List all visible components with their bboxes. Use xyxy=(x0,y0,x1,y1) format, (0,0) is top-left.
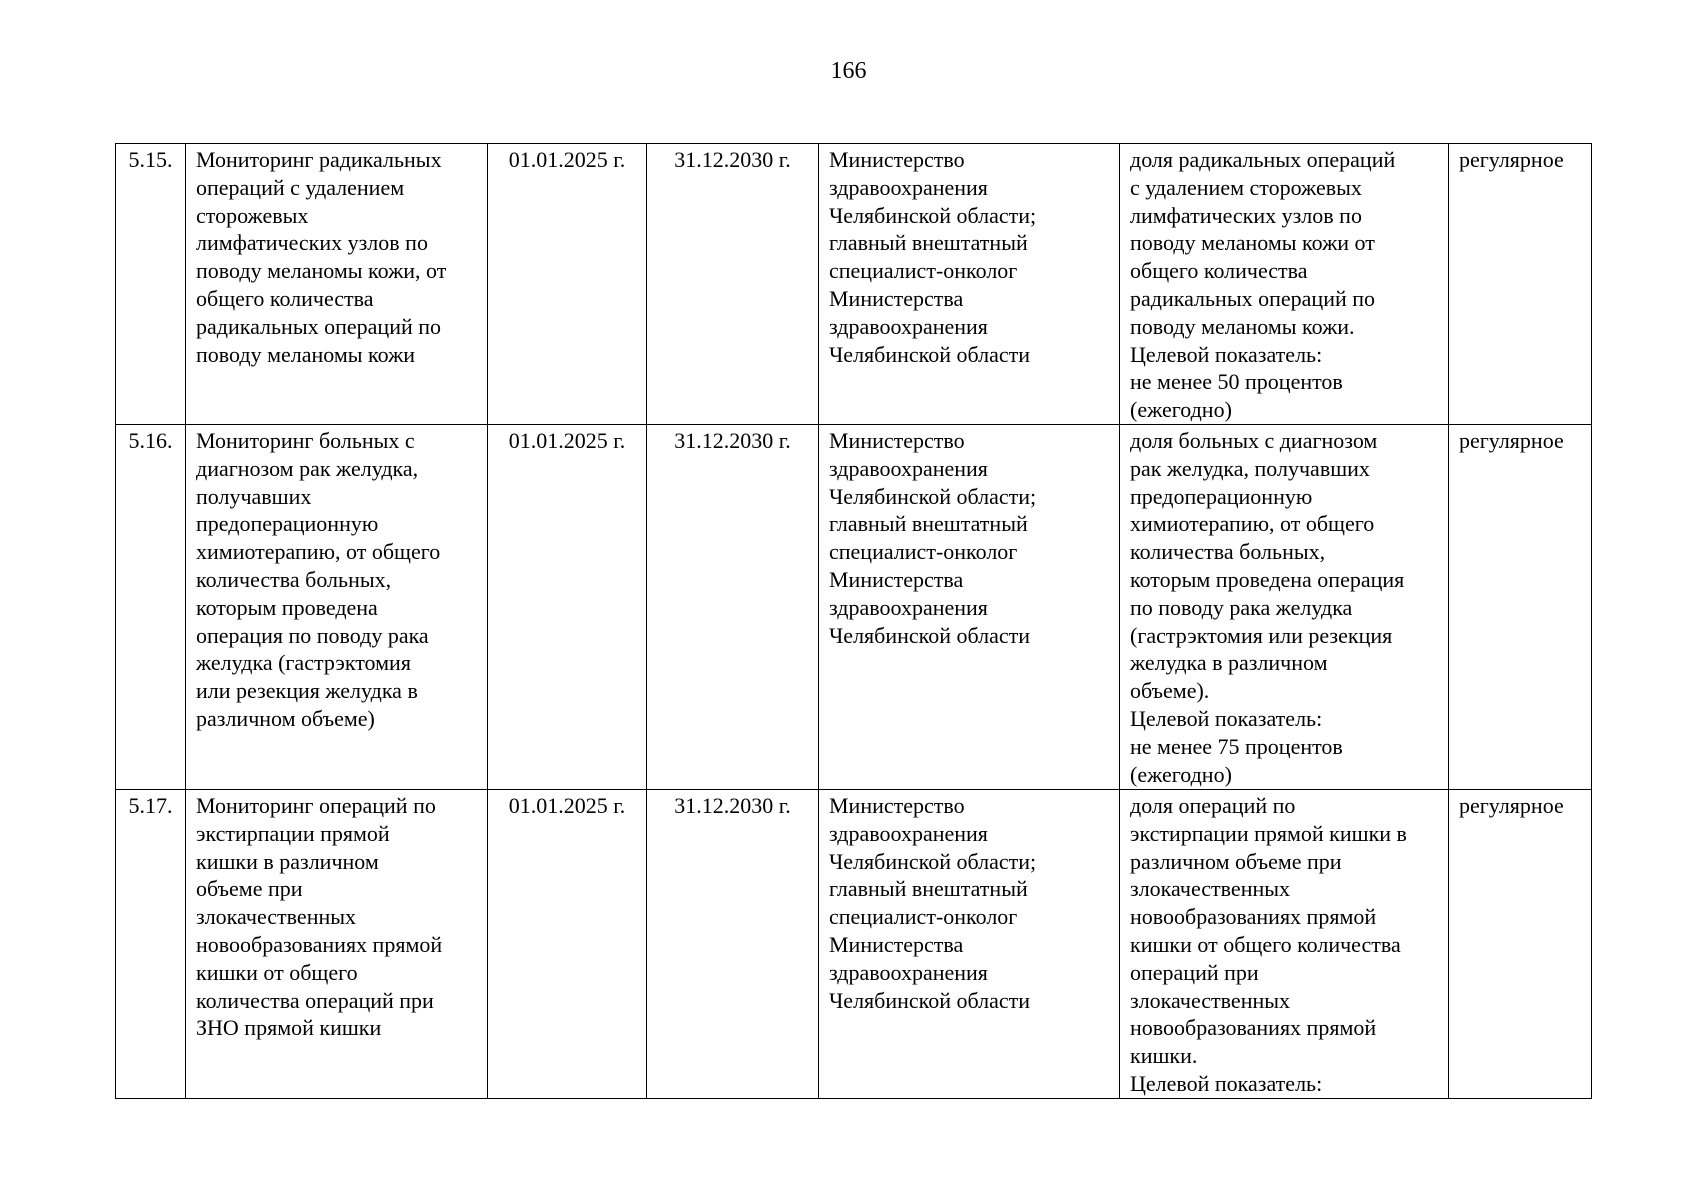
periodicity-cell: регулярное xyxy=(1449,424,1592,789)
responsible-cell: Министерство здравоохранения Челябинской области; главный внештатный специалист-онколог Министерства здравоохранения Челябинской области xyxy=(819,144,1120,425)
row-number-cell: 5.15. xyxy=(116,144,186,425)
end-date-cell: 31.12.2030 г. xyxy=(647,789,819,1098)
responsible-cell: Министерство здравоохранения Челябинской области; главный внештатный специалист-онколог Министерства здравоохранения Челябинской области xyxy=(819,424,1120,789)
event-cell: Мониторинг больных с диагнозом рак желудка, получавших предоперационную химиотерапию, от общего количества больных, которым проведена операция по поводу рака желудка (гастрэктомия или резекция желудка в различном объеме) xyxy=(186,424,488,789)
indicator-cell: доля операций по экстирпации прямой кишки в различном объеме при злокачественных новообразованиях прямой кишки от общего количества операций при злокачественных новообразованиях прямой кишки. Целевой показатель: xyxy=(1120,789,1449,1098)
table-row xyxy=(116,789,1592,1098)
start-date-cell: 01.01.2025 г. xyxy=(488,144,647,425)
row-number-cell: 5.17. xyxy=(116,789,186,1098)
periodicity-cell: регулярное xyxy=(1449,789,1592,1098)
start-date-cell: 01.01.2025 г. xyxy=(488,424,647,789)
event-cell: Мониторинг операций по экстирпации прямой кишки в различном объеме при злокачественных новообразованиях прямой кишки от общего количества операций при ЗНО прямой кишки xyxy=(186,789,488,1098)
indicator-cell: доля радикальных операций с удалением сторожевых лимфатических узлов по поводу меланомы кожи от общего количества радикальных операций по поводу меланомы кожи. Целевой показатель: не менее 50 процентов (ежегодно) xyxy=(1120,144,1449,425)
table-row xyxy=(116,144,1592,425)
responsible-cell: Министерство здравоохранения Челябинской области; главный внештатный специалист-онколог Министерства здравоохранения Челябинской области xyxy=(819,789,1120,1098)
start-date-cell: 01.01.2025 г. xyxy=(488,789,647,1098)
table-row xyxy=(116,424,1592,789)
indicator-cell: доля больных с диагнозом рак желудка, получавших предоперационную химиотерапию, от общего количества больных, которым проведена операция по поводу рака желудка (гастрэктомия или резекция желудка в различном объеме). Целевой показатель: не менее 75 процентов (ежегодно) xyxy=(1120,424,1449,789)
end-date-cell: 31.12.2030 г. xyxy=(647,144,819,425)
row-number-cell: 5.16. xyxy=(116,424,186,789)
end-date-cell: 31.12.2030 г. xyxy=(647,424,819,789)
periodicity-cell: регулярное xyxy=(1449,144,1592,425)
page-number: 166 xyxy=(830,58,867,84)
measures-table xyxy=(115,143,1592,1099)
event-cell: Мониторинг радикальных операций с удалением сторожевых лимфатических узлов по поводу меланомы кожи, от общего количества радикальных операций по поводу меланомы кожи xyxy=(186,144,488,425)
